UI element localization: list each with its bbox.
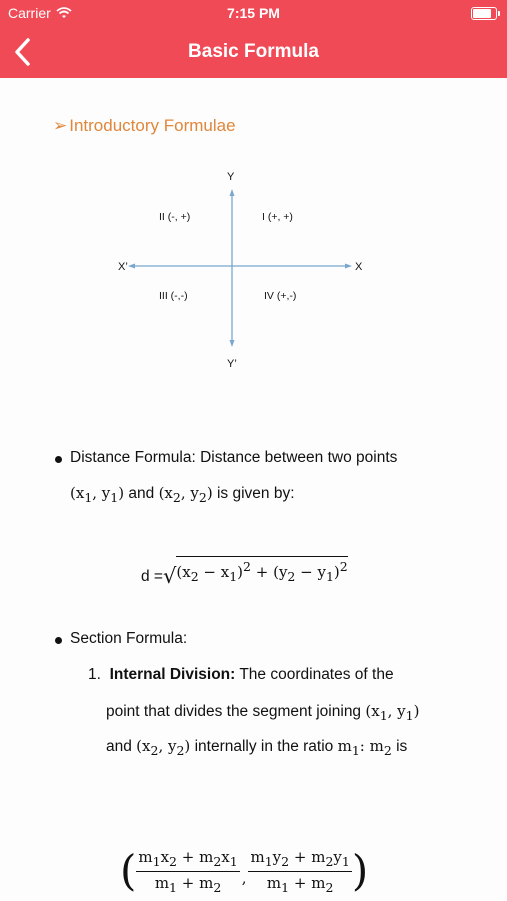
internal-division-formula: ( $m_1x_2 + m_2x_1$ $m_1 + m_2$ , $m_1y_2 + m_2y_1$ $m_1 + m_2$ ) (120, 846, 369, 895)
quadrant-4-label: IV (+,-) (264, 290, 297, 302)
x-axis-right-arrow (345, 264, 352, 269)
bullet-dot (55, 456, 62, 463)
distance-line-2: ($x_1$, $y_1$) and ($x_2$, $y_2$) is given by: (70, 484, 295, 505)
y-top-label: Y (227, 171, 235, 183)
point-1-math: ($x_1$, $y_1$) (70, 484, 125, 505)
section-formula-heading: Section Formula: (70, 630, 188, 647)
content-area[interactable] (0, 78, 507, 900)
x-axis-left-arrow (128, 264, 135, 269)
internal-division-line-1: 1. Internal Division: The coordinates of the (88, 666, 394, 683)
internal-division-line-3: and ($x_2$, $y_2$) internally in the ratio $m_1$: $m_2$ is (106, 737, 408, 758)
right-paren: ) (351, 846, 369, 895)
battery-icon (471, 7, 497, 20)
status-bar (0, 5, 507, 23)
distance-formula: d = √ $(x_2 - x_1)^2 + (y_2 - y_1)^2$ (141, 556, 348, 586)
navigation-bar (0, 0, 507, 78)
carrier-label: Carrier (8, 5, 51, 21)
quadrant-1-label: I (+, +) (262, 211, 293, 223)
arrow-bullet-icon: ➢ (53, 116, 68, 135)
quadrant-3-label: III (-,-) (159, 290, 188, 302)
x-right-label: X (355, 261, 363, 273)
x-left-label: X’ (118, 261, 128, 273)
quadrant-2-label: II (-, +) (159, 211, 191, 223)
y-axis-bottom-arrow (230, 340, 235, 347)
internal-division-line-2: point that divides the segment joining ($x_1$, $y_1$) (106, 702, 420, 723)
section-heading: ➢ Introductory Formulae (53, 116, 236, 135)
distance-line-1: Distance Formula: Distance between two points (70, 449, 398, 466)
bullet-dot (55, 637, 62, 644)
status-time: 7:15 PM (227, 5, 280, 21)
battery-level-fill (473, 9, 491, 18)
left-paren: ( (120, 846, 137, 895)
sqrt-sign: √ (162, 564, 177, 588)
quadrant-diagram (110, 163, 370, 373)
y-axis-top-arrow (230, 189, 235, 196)
point-2-math: ($x_2$, $y_2$) (158, 484, 213, 505)
y-bottom-label: Y’ (227, 358, 237, 370)
page-title: Basic Formula (188, 41, 319, 62)
fraction-x: $m_1x_2 + m_2x_1$ $m_1 + m_2$ (138, 847, 238, 895)
sqrt-radicand: $(x_2 - x_1)^2 + (y_2 - y_1)^2$ (176, 556, 347, 586)
fraction-y: $m_1y_2 + m_2y_1$ $m_1 + m_2$ (250, 847, 350, 895)
